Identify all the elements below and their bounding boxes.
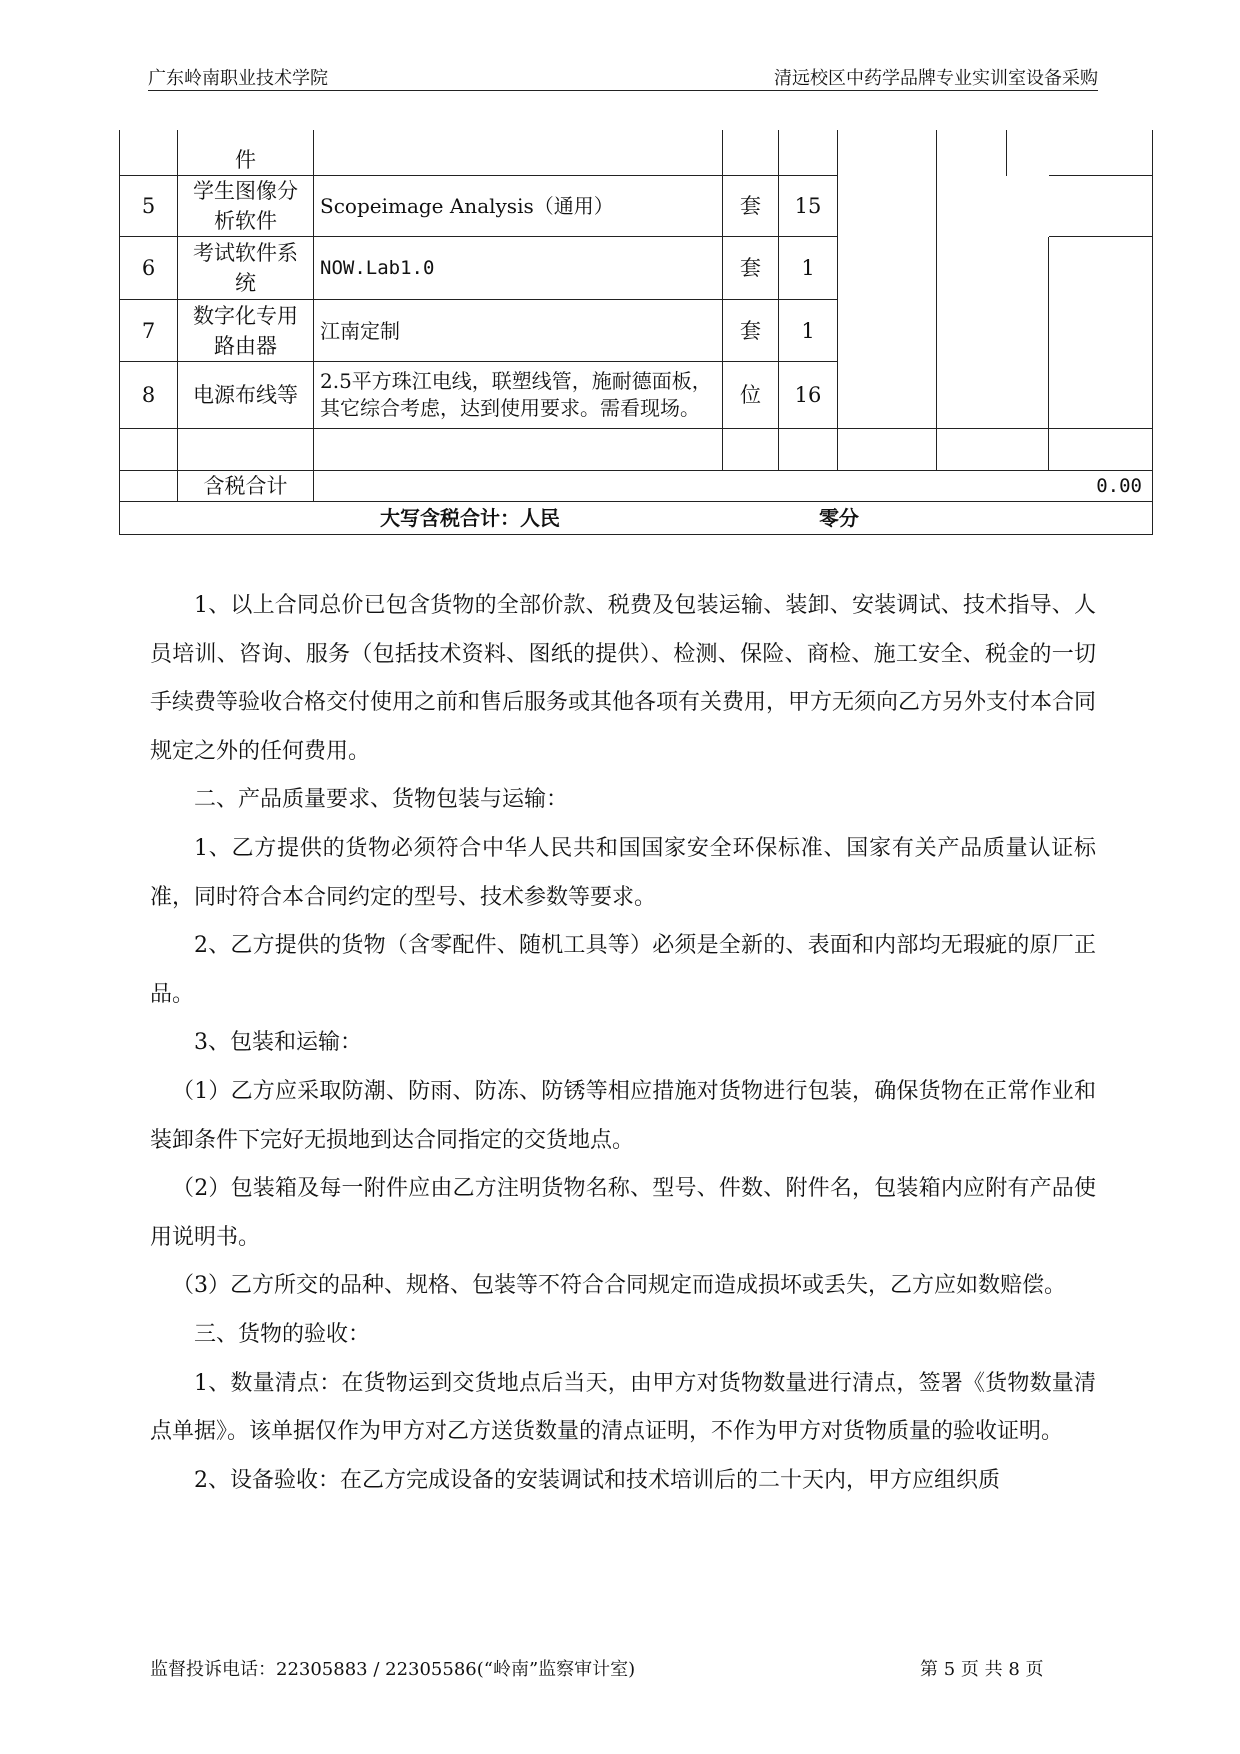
page-number: 第 5 页 共 8 页: [920, 1659, 1044, 1680]
item-qty: 16: [779, 362, 838, 429]
paragraph: （1）乙方应采取防潮、防雨、防冻、防锈等相应措施对货物进行包装，确保货物在正常作业和装卸条件下完好无损地到达合同指定的交货地点。: [150, 1078, 1096, 1153]
complaint-hotline: 监督投诉电话：22305883 / 22305586(“岭南”监察审计室): [150, 1659, 636, 1680]
item-name: 数字化专用路由器: [178, 300, 314, 362]
table-row: [120, 176, 1153, 237]
paragraph: （3）乙方所交的品种、规格、包装等不符合合同规定而造成损坏或丢失，乙方应如数赔偿。: [172, 1273, 1067, 1299]
paragraph: 3、包装和运输：: [194, 1030, 362, 1056]
table-row-continued: [120, 131, 1153, 176]
paragraph: 2、设备验收：在乙方完成设备的安装调试和技术培训后的二十天内，甲方应组织质: [194, 1467, 1000, 1493]
capital-total-value: 零分: [818, 506, 859, 530]
table-row-total: [120, 471, 1153, 502]
paragraph: （2）包装箱及每一附件应由乙方注明货物名称、型号、件数、附件名，包装箱内应附有产品使用说明书。: [150, 1176, 1096, 1250]
contract-body: [150, 582, 1096, 1505]
page-footer: [150, 1655, 1096, 1681]
item-qty: 1: [779, 300, 838, 362]
item-no: 7: [120, 300, 178, 362]
total-label: 含税合计: [178, 471, 314, 502]
header-institution: 广东岭南职业技术学院: [148, 68, 328, 89]
item-no: 5: [120, 176, 178, 237]
item-name: 学生图像分析软件: [178, 176, 314, 237]
item-name: 考试软件系统: [178, 237, 314, 300]
table-row: [120, 300, 1153, 362]
item-unit: 套: [723, 237, 779, 300]
paragraph: 2、乙方提供的货物（含零配件、随机工具等）必须是全新的、表面和内部均无瑕疵的原厂正品。: [150, 933, 1096, 1007]
section-heading: 三、货物的验收：: [194, 1321, 371, 1347]
paragraph: 1、以上合同总价已包含货物的全部价款、税费及包装运输、装卸、安装调试、技术指导、人员培训、咨询、服务（包括技术资料、图纸的提供）、检测、保险、商检、施工安全、税金的一切手续费等验收合格交付使用之前和售后服务或其他各项有关费用，甲方无须向乙方另外支付本合同规定之外的任何费用。: [150, 593, 1097, 764]
total-value: 0.00: [1049, 471, 1153, 502]
item-name: 电源布线等: [178, 362, 314, 429]
item-spec: NOW.Lab1.0: [314, 237, 723, 300]
item-unit: 位: [723, 362, 779, 429]
page-header: [148, 62, 1098, 91]
paragraph: 1、数量清点：在货物运到交货地点后当天，由甲方对货物数量进行清点，签署《货物数量清点单据》。该单据仅作为甲方对乙方送货数量的清点证明，不作为甲方对货物质量的验收证明。: [150, 1370, 1096, 1445]
item-spec: 2.5平方珠江电线，联塑线管，施耐德面板，其它综合考虑，达到使用要求。需看现场。: [314, 362, 723, 429]
item-qty: 15: [779, 176, 838, 237]
paragraph: 1、乙方提供的货物必须符合中华人民共和国国家安全环保标准、国家有关产品质量认证标准，同时符合本合同约定的型号、技术参数等要求。: [150, 835, 1096, 910]
table-row-capital-total: [120, 502, 1153, 535]
table-row: [120, 237, 1153, 300]
capital-total-label: 大写含税合计：人民: [380, 506, 560, 530]
item-unit: 套: [723, 300, 779, 362]
item-no: 6: [120, 237, 178, 300]
table-row-empty: [120, 429, 1153, 471]
item-unit: 套: [723, 176, 779, 237]
table-row: [120, 362, 1153, 429]
item-name-continued: 件: [178, 131, 314, 176]
section-heading: 二、产品质量要求、货物包装与运输：: [194, 787, 569, 813]
item-spec: 江南定制: [314, 300, 723, 362]
items-table: [119, 130, 1153, 535]
item-spec: Scopeimage Analysis（通用）: [314, 176, 723, 237]
item-no: 8: [120, 362, 178, 429]
header-project-title: 清远校区中药学品牌专业实训室设备采购: [774, 68, 1098, 89]
item-qty: 1: [779, 237, 838, 300]
